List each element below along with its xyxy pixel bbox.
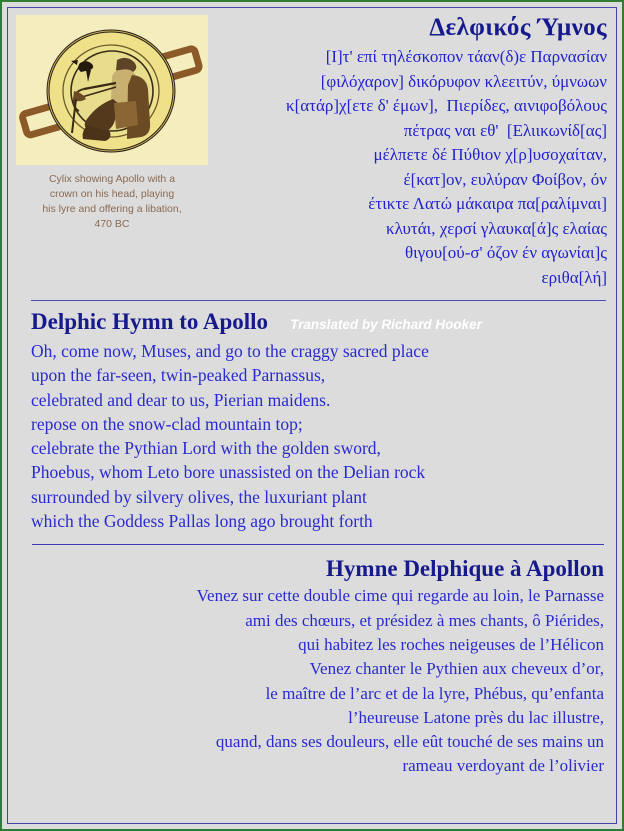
section-divider-greek-english — [31, 300, 606, 301]
greek-line: μέλπετε δέ Πύθιον χ[ρ]υσοχαίταν, — [373, 145, 607, 164]
english-line: repose on the snow-clad mountain top; — [31, 413, 303, 434]
english-line: celebrated and dear to us, Pierian maidens. — [31, 389, 331, 410]
english-heading-row — [31, 308, 611, 336]
greek-line: [φιλόχαρον] δικόρυφον κλεειτύν, ύμνωων — [320, 71, 607, 91]
greek-section — [13, 9, 611, 291]
cylix-caption — [16, 172, 208, 232]
french-line: le maître de l’arc et de la lyre, Phébus, qu’enfanta — [265, 683, 604, 703]
french-section — [13, 554, 611, 778]
english-line: upon the far-seen, twin-peaked Parnassus, — [31, 365, 326, 386]
greek-title: Δελφικός Ύμνος — [429, 14, 607, 41]
greek-line: πέτρας ναι εθ' [Ελιικωνίδ[ας] — [403, 120, 607, 140]
greek-line: θιγου[ού-σ' όζον έν αγωνίαι]ς — [404, 243, 607, 262]
english-title: Delphic Hymn to Apollo — [31, 309, 269, 334]
caption-line: 470 BC — [94, 218, 130, 230]
inner-frame — [7, 7, 617, 824]
french-line: l’heureuse Latone près du lac illustre, — [348, 707, 604, 727]
english-line: surrounded by silvery olives, the luxuriant plant — [31, 486, 367, 507]
greek-line: εριθα[λή] — [541, 267, 607, 287]
cylix-apollo-image — [16, 15, 208, 165]
french-line: qui habitez les roches neigeuses de l’Hélicon — [298, 634, 604, 654]
translator-credit: Translated by Richard Hooker — [290, 317, 482, 332]
english-line: celebrate the Pythian Lord with the golden sword, — [31, 438, 381, 459]
english-section — [13, 308, 611, 533]
section-divider-english-french — [32, 544, 604, 545]
greek-line: έτικτε Λατώ μάκαιρα πα[ραλίμναι] — [368, 194, 607, 213]
caption-line: crown on his head, playing — [49, 188, 175, 200]
french-line: rameau verdoyant de l’olivier — [402, 756, 604, 776]
english-line: Phoebus, whom Leto bore unassisted on the Delian rock — [31, 462, 426, 483]
french-line: Venez chanter le Pythien aux cheveux d’or, — [309, 659, 604, 679]
greek-line: έ[κατ]ον, ευλύραν Φοίβον, όν — [403, 169, 607, 189]
english-line: Oh, come now, Muses, and go to the craggy sacred place — [31, 341, 429, 361]
french-line: ami des chœurs, et présidez à mes chants, ô Piérides, — [245, 610, 604, 630]
cylix-figure — [16, 15, 208, 232]
english-line: which the Goddess Pallas long ago brought forth — [31, 511, 373, 532]
french-line: quand, dans ses douleurs, elle eût touché de ses mains un — [215, 732, 604, 752]
greek-line: κ[ατάρ]χ[ετε δ' έμων], Πιερίδες, αινιφοβόλους — [286, 96, 607, 115]
caption-line: Cylix showing Apollo with a — [48, 173, 176, 185]
greek-line: κλυτάι, χερσί γλαυκα[ά]ς ελαίας — [386, 218, 607, 238]
french-line: Venez sur cette double cime qui regarde au loin, le Parnasse — [196, 586, 604, 606]
caption-line: his lyre and offering a libation, — [42, 203, 182, 215]
french-title: Hymne Delphique à Apollon — [326, 556, 604, 582]
greek-line: [Ι]τ' επί τηλέσκοπον τάαν(δ)ε Παρνασίαν — [325, 47, 607, 66]
